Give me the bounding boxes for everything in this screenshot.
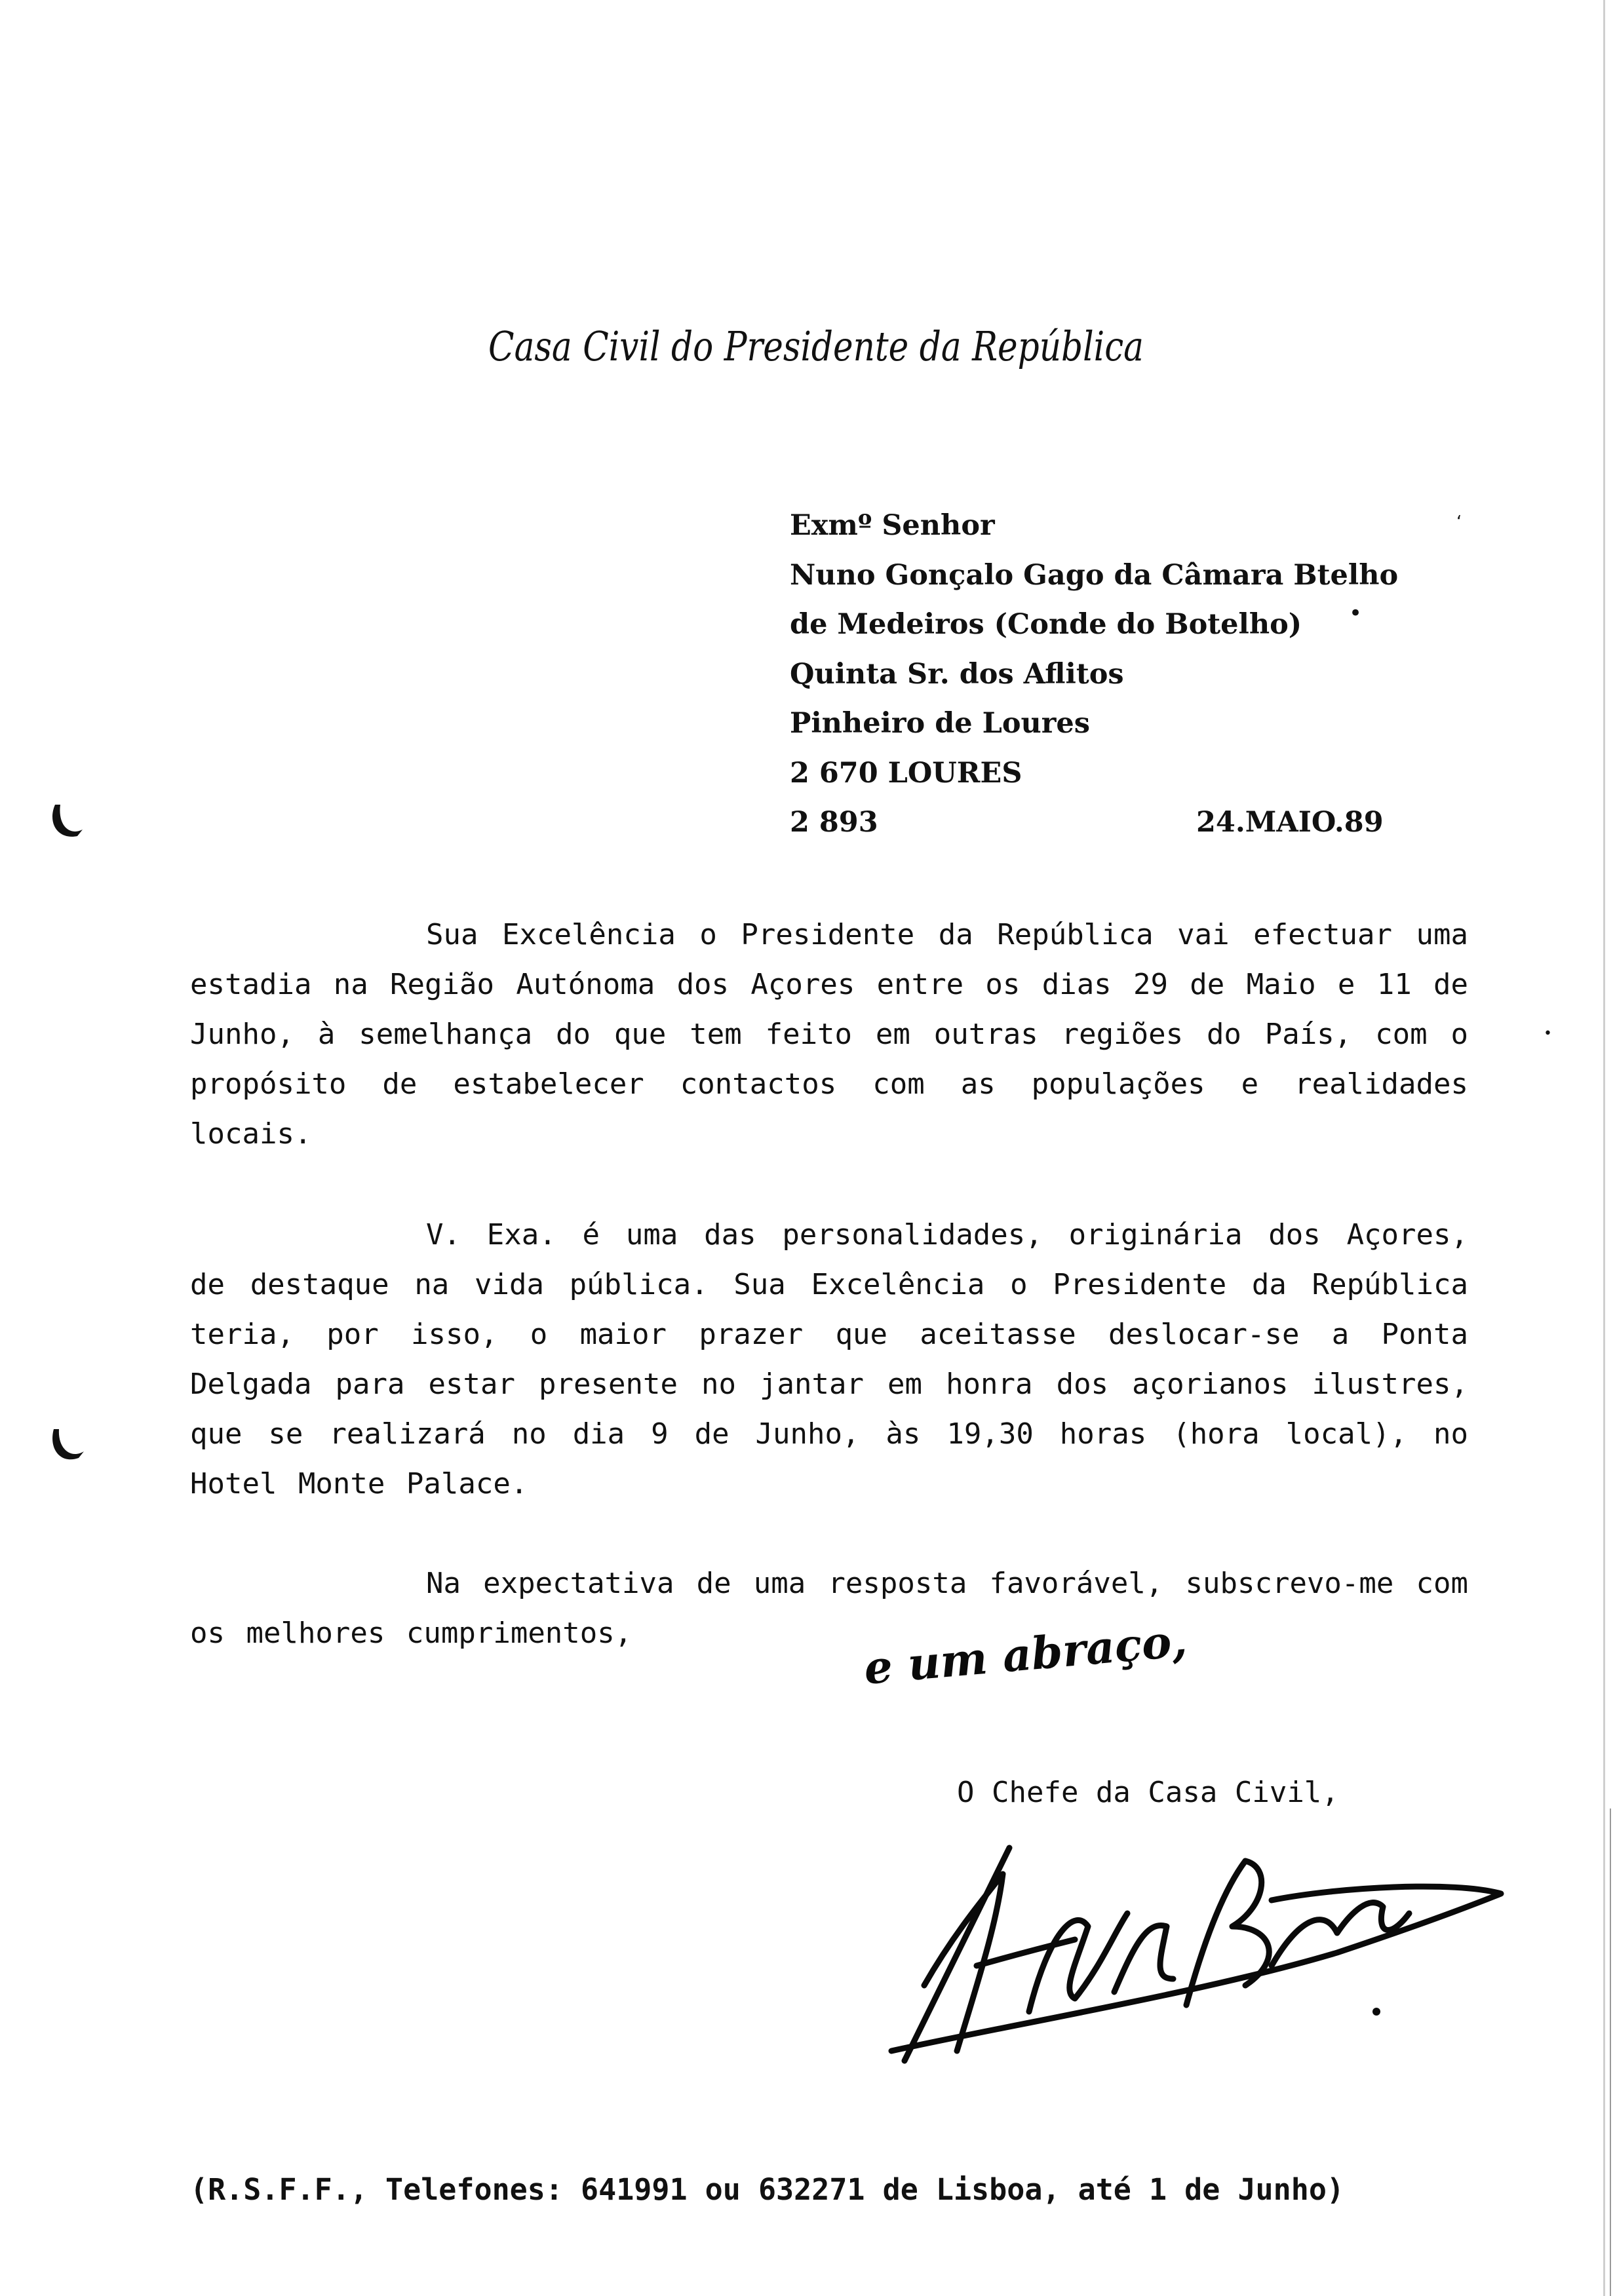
postal-line: 2 670 LOURES [790, 756, 1022, 790]
salutation: Exmº Senhor [790, 509, 995, 542]
recipient-name-line1: Nuno Gonçalo Gago da Câmara Btelho [790, 558, 1399, 592]
page-edge-line [1603, 0, 1605, 2296]
svg-text:Casa Civil do Presidente da Re: Casa Civil do Presidente da República [488, 322, 1144, 370]
punch-hole-mark [46, 1425, 92, 1471]
stray-mark: ‘ [1456, 512, 1462, 532]
handwritten-note [859, 1615, 1199, 1697]
recipient-address [790, 501, 1511, 848]
page-edge-line [1610, 1808, 1611, 2296]
recipient-name-line2: de Medeiros (Conde do Botelho) [790, 608, 1302, 641]
letter-date: 24.MAIO.89 [1196, 806, 1384, 839]
stray-mark: • [1544, 1025, 1552, 1042]
signature [878, 1835, 1508, 2077]
stray-mark: • [1349, 600, 1363, 626]
address-line1: Quinta Sr. dos Aflitos [790, 657, 1124, 691]
reference-row [790, 798, 1511, 848]
svg-text:e um abraço,: e um abraço, [862, 1615, 1190, 1695]
body-paragraph-2: V. Exa. é uma das personalidades, originária dos Açores, de destaque na vida pública. Sua Excelência o Presidente da República teria, por isso, o maior prazer que aceitasse deslocar-se a Ponta Delgada para estar presente no jantar em honra dos açorianos ilustres, que se realizará no dia 9 de Junho, às 19,30 horas (hora local), no Hotel Monte Palace. [190, 1218, 1468, 1501]
body-paragraph-3: Na expectativa de uma resposta favorável, subscrevo-me com os melhores cumprimentos, [190, 1567, 1468, 1650]
punch-hole-mark [46, 799, 92, 845]
body-paragraph-1: Sua Excelência o Presidente da República vai efectuar uma estadia na Região Autónoma dos Açores entre os dias 29 de Maio e 11 de Junho, à semelhança do que tem feito em outras regiões do País, com o propósito de estabelecer contactos com as populações e realidades locais. [190, 918, 1468, 1151]
closing-title: O Chefe da Casa Civil, [957, 1776, 1339, 1809]
footer-contact: (R.S.F.F., Telefones: 641991 ou 632271 de Lisboa, até 1 de Junho) [190, 2172, 1344, 2207]
address-line2: Pinheiro de Loures [790, 707, 1090, 740]
letterhead-logo [488, 308, 1144, 387]
reference-number: 2 893 [790, 806, 878, 839]
